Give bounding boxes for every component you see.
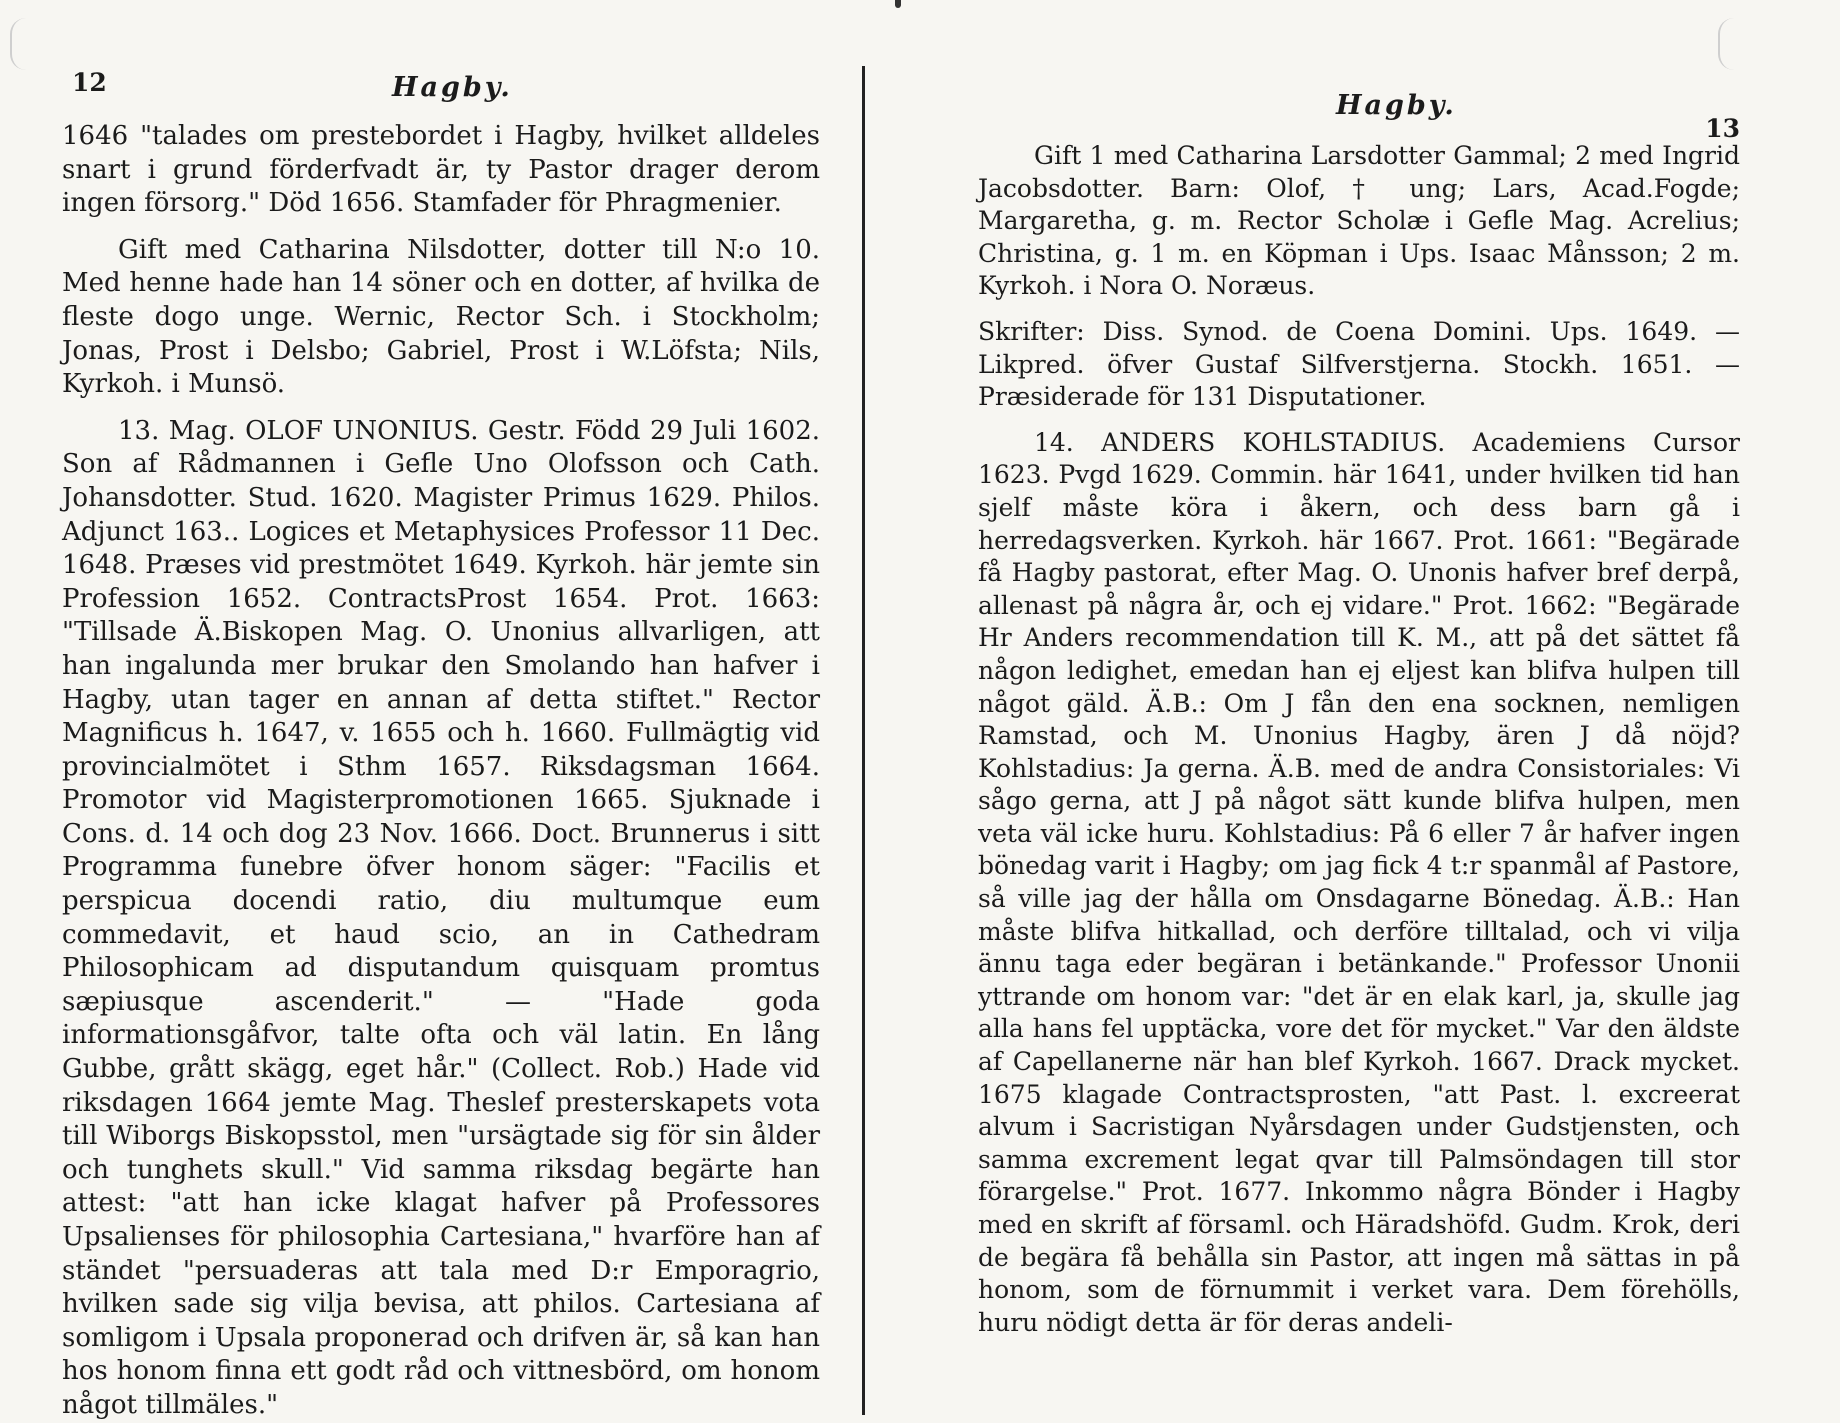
page-number: 13 [1705,114,1740,143]
page-number: 12 [72,68,107,97]
paragraph: Gift 1 med Catharina Larsdotter Gammal; 2 med Ingrid Jacobsdotter. Barn: Olof, † ung; Lars, Acad.Fogde; Margaretha, g. m. Rector Scholæ i Gefle Mag. Acrelius; Christina, g. 1 m. en Köpman i Ups. Isaac Månsson; 2 m. Kyrkoh. i Nora O. Noræus. [978,141,1740,301]
paragraph: 1646 "talades om prestebordet i Hagby, hvilket alldeles snart i grund förderfvadt är, ty Pastor drager derom ingen försorg." Död 1656. Stamfader för Phragmenier. [62,121,820,219]
page-body [978,140,1740,1339]
book-gutter [862,66,865,1415]
page-header [978,82,1740,143]
paragraph: Skrifter: Diss. Synod. de Coena Domini. Ups. 1649. — Likpred. öfver Gustaf Silfverstjerna. Stockh. 1651. — Præsiderade för 131 Disputationer. [978,316,1740,412]
paragraph: Gift med Catharina Nilsdotter, dotter till N:o 10. Med henne hade han 14 söner och en dotter, af hvilka de fleste dogo unge. Wernic, Rector Sch. i Stockholm; Jonas, Prost i Delsbo; Gabriel, Prost i W.Löfsta; Nils, Kyrkoh. i Munsö. [62,234,820,400]
left-page [0,0,860,1420]
running-head: Hagby. [392,72,513,103]
page-body [62,120,820,1423]
right-page [880,0,1840,1415]
running-head: Hagby. [1336,90,1457,121]
paragraph: 13. Mag. OLOF UNONIUS. Gestr. Född 29 Juli 1602. Son af Rådmannen i Gefle Uno Olofsson och Cath. Johansdotter. Stud. 1620. Magister Primus 1629. Philos. Adjunct 163.. Logices et Metaphysices Professor 11 Dec. 1648. Præses vid prestmötet 1649. Kyrkoh. här jemte sin Profession 1652. ContractsProst 1654. Prot. 1663: "Tillsade Ä.Biskopen Mag. O. Unonius allvarligen, att han ingalunda mer brukar den Smolando han hafver i Hagby, utan tager en annan af detta stiftet." Rector Magnificus h. 1647, v. 1655 och h. 1660. Fullmägtig vid provincialmötet i Sthm 1657. Riksdagsman 1664. Promotor vid Magisterpromotionen 1665. Sjuknade i Cons. d. 14 och dog 23 Nov. 1666. Doct. Brunnerus i sitt Programma funebre öfver honom säger: "Facilis et perspicua docendi ratio, diu multumque eum commedavit, et haud scio, an in Cathedram Philosophicam ad disputandum quisquam promtus sæpiusque ascenderit." — "Hade goda informationsgåfvor, talte ofta och väl latin. En lång Gubbe, grått skägg, eget hår." (Collect. Rob.) Hade vid riksdagen 1664 jemte Mag. Theslef presterskapets vota till Wiborgs Biskopsstol, men "ursägtade sig för sin ålder och tunghets skull." Vid samma riksdag begärte han attest: "att han icke klagat hafver på Professores Upsalienses för philosophia Cartesiana," hvarföre han af ständet "persuaderas att tala med D:r Emporagrio, hvilken sade sig vilja bevisa, att philos. Cartesiana af somligom i Upsala proponerad och drifven är, så kan han hos honom finna ett godt råd och vittnesbörd, om honom något tillmäles." [62,415,820,1420]
page-header [62,62,820,120]
paragraph: 14. ANDERS KOHLSTADIUS. Academiens Cursor 1623. Pvgd 1629. Commin. här 1641, under hvilken tid han sjelf måste köra i åkern, och dess barn gå i herredagsverken. Kyrkoh. här 1667. Prot. 1661: "Begärade få Hagby pastorat, efter Mag. O. Unonis hafver bref derpå, allenast på några år, och ej vidare." Prot. 1662: "Begärade Hr Anders recommendation till K. M., att på det sättet få någon ledighet, emedan han ej eljest kan blifva hulpen till något gäld. Ä.B.: Om J fån den ena socknen, nemligen Ramstad, och M. Unonius Hagby, ären J då nöjd? Kohlstadius: Ja gerna. Ä.B. med de andra Consistoriales: Vi sågo gerna, att J på något sätt kunde blifva hulpen, men veta väl icke huru. Kohlstadius: På 6 eller 7 år hafver ingen bönedag varit i Hagby; om jag fick 4 t:r spanmål af Pastore, så ville jag der hålla om Onsdagarne Bönedag. Ä.B.: Han måste blifva hitkallad, och derföre tilltalad, och vi vilja ännu taga eder begäran i betänkande." Professor Unonii yttrande om honom var: "det är en elak karl, ja, skulle jag alla hans fel upptäcka, vore det för mycket." Var den äldste af Capellanerne när han blef Kyrkoh. 1667. Drack mycket. 1675 klagade Contractsprosten, "att Past. l. excreerat alvum i Sacristigan Nyårsdagen under Gudstjensten, och samma excrement legat qvar till Palmsöndagen till stor förargelse." Prot. 1677. Inkommo några Bönder i Hagby med en skrift af församl. och Häradshöfd. Gudm. Krok, deri de begära få behålla sin Pastor, att ingen må sättas in på honom, som de förnummit i verket vara. Dem förehölls, huru nödigt detta är för deras andeli- [978,427,1740,1337]
